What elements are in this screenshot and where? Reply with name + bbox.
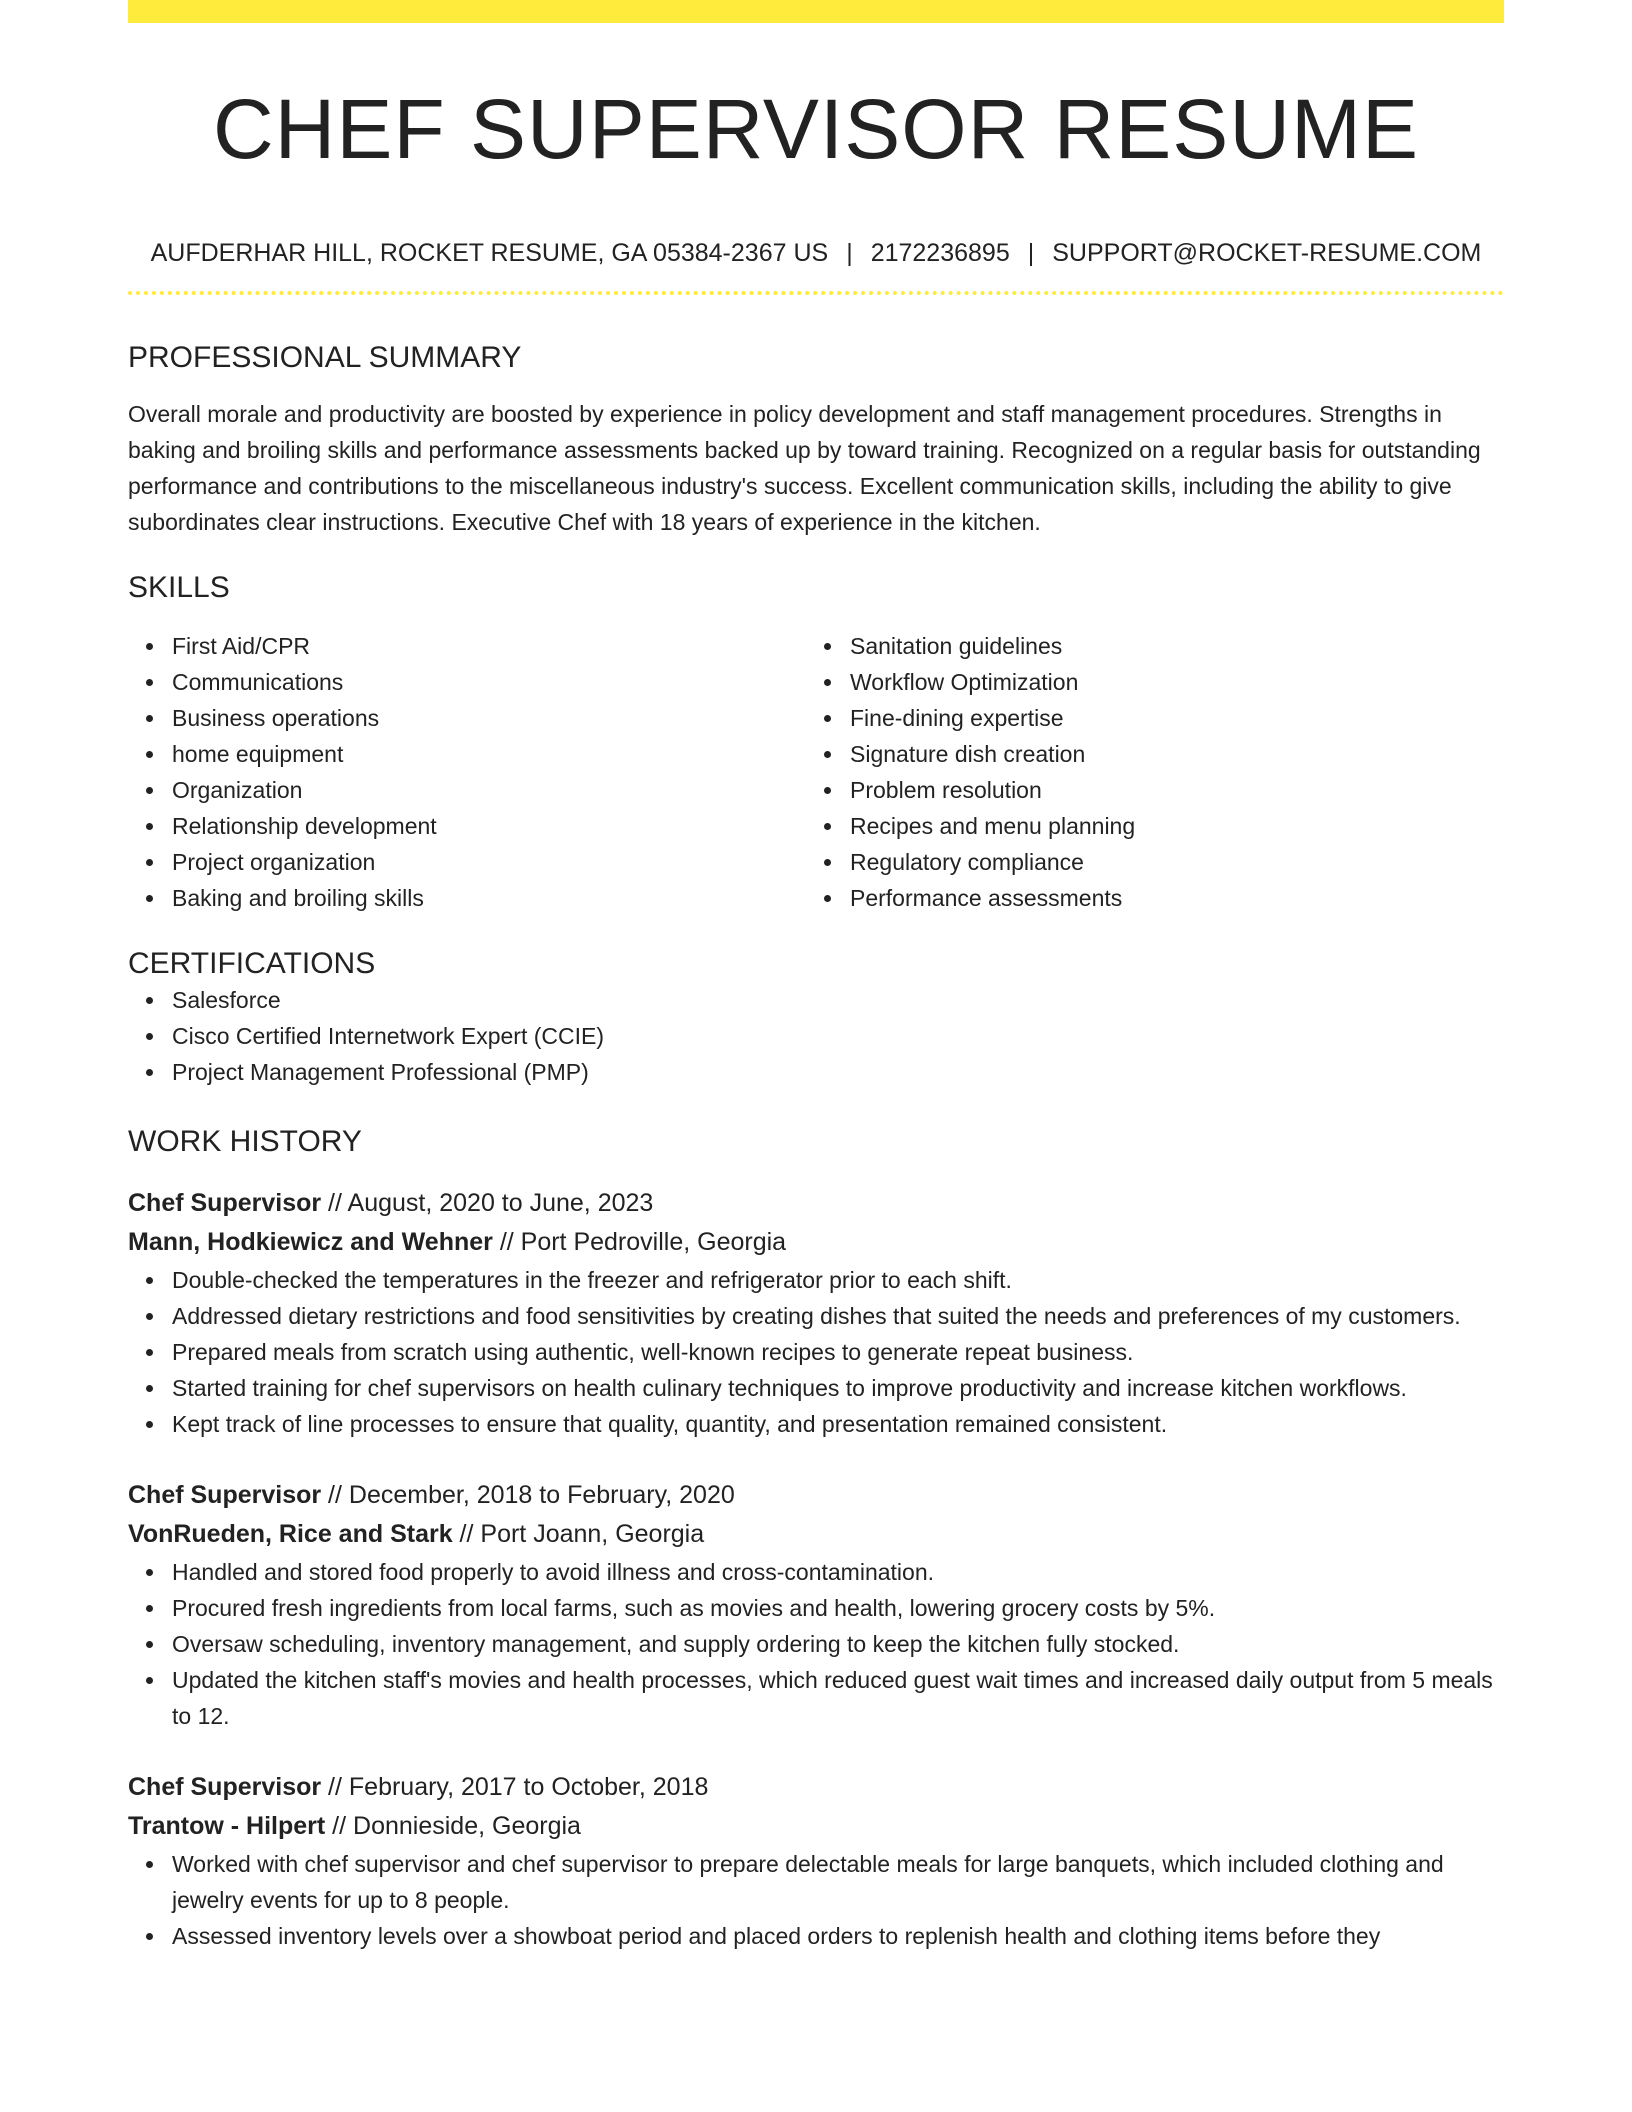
job-title: Chef Supervisor [128, 1481, 322, 1509]
job-title: Chef Supervisor [128, 1189, 322, 1217]
skill-item: Signature dish creation [850, 736, 1484, 772]
contact-address: AUFDERHAR HILL, ROCKET RESUME, GA 05384-2367 US [150, 239, 829, 267]
skill-item: Organization [172, 772, 806, 808]
job-entry [128, 1476, 1504, 1734]
job-location: // Port Pedroville, Georgia [492, 1228, 787, 1256]
job-entry [128, 1768, 1504, 1954]
skill-item: home equipment [172, 736, 806, 772]
skill-item: Baking and broiling skills [172, 880, 806, 916]
job-bullet: Kept track of line processes to ensure that quality, quantity, and presentation remained consistent. [172, 1406, 1504, 1442]
job-bullet: Started training for chef supervisors on health culinary techniques to improve productivity and increase kitchen workflows. [172, 1370, 1504, 1406]
contact-line [128, 237, 1504, 269]
job-company: VonRueden, Rice and Stark [128, 1520, 453, 1548]
resume-title: CHEF SUPERVISOR RESUME [213, 82, 1419, 176]
work-history-heading: WORK HISTORY [128, 1125, 362, 1158]
job-bullet: Oversaw scheduling, inventory management, and supply ordering to keep the kitchen fully stocked. [172, 1626, 1504, 1662]
job-bullet: Handled and stored food properly to avoid illness and cross-contamination. [172, 1554, 1504, 1590]
dotted-divider [128, 291, 1504, 295]
skill-item: First Aid/CPR [172, 628, 806, 664]
certification-item: Salesforce [172, 982, 1504, 1018]
skill-item: Sanitation guidelines [850, 628, 1484, 664]
job-company-line [128, 1223, 1504, 1262]
job-bullet-list [128, 1846, 1504, 1954]
job-dates: // February, 2017 to October, 2018 [321, 1773, 709, 1801]
skills-column-left [128, 628, 806, 916]
job-bullet-list [128, 1262, 1504, 1442]
contact-separator: | [1027, 239, 1035, 267]
summary-text: Overall morale and productivity are boosted by experience in policy development and staff management procedures. Strengths in baking and broiling skills and performance assessments backed up by toward training. Recognized on a regular basis for outstanding performance and contributions to the miscellaneous industry's success. Excellent communication skills, including the ability to give subordinates clear instructions. Executive Chef with 18 years of experience in the kitchen. [128, 401, 1481, 535]
job-bullet: Worked with chef supervisor and chef supervisor to prepare delectable meals for large banquets, which included clothing and jewelry events for up to 8 people. [172, 1846, 1504, 1918]
skill-item: Problem resolution [850, 772, 1484, 808]
contact-separator: | [846, 239, 853, 267]
skill-item: Workflow Optimization [850, 664, 1484, 700]
certifications-list [128, 982, 1504, 1090]
skill-item: Regulatory compliance [850, 844, 1484, 880]
skill-item: Business operations [172, 700, 806, 736]
skill-item: Communications [172, 664, 806, 700]
job-bullet: Double-checked the temperatures in the freezer and refrigerator prior to each shift. [172, 1262, 1504, 1298]
resume-page [128, 0, 1504, 1954]
summary-heading: PROFESSIONAL SUMMARY [128, 341, 522, 374]
skill-item: Fine-dining expertise [850, 700, 1484, 736]
skill-item: Performance assessments [850, 880, 1484, 916]
contact-email: SUPPORT@ROCKET-RESUME.COM [1052, 239, 1482, 267]
job-bullet: Addressed dietary restrictions and food sensitivities by creating dishes that suited the needs and preferences of my customers. [172, 1298, 1504, 1334]
job-company-line [128, 1515, 1504, 1554]
job-title-line [128, 1476, 1504, 1515]
job-location: // Donnieside, Georgia [325, 1812, 581, 1840]
top-accent-bar [128, 0, 1504, 23]
skill-item: Recipes and menu planning [850, 808, 1484, 844]
job-bullet: Prepared meals from scratch using authentic, well-known recipes to generate repeat business. [172, 1334, 1504, 1370]
skills-heading: SKILLS [128, 571, 230, 604]
job-title-line [128, 1768, 1504, 1807]
job-bullet: Procured fresh ingredients from local farms, such as movies and health, lowering grocery costs by 5%. [172, 1590, 1504, 1626]
certifications-heading: CERTIFICATIONS [128, 947, 376, 980]
job-dates: // August, 2020 to June, 2023 [321, 1189, 654, 1217]
job-company: Mann, Hodkiewicz and Wehner [128, 1228, 493, 1256]
skills-column-right [806, 628, 1484, 916]
job-title: Chef Supervisor [128, 1773, 322, 1801]
job-bullet: Assessed inventory levels over a showboat period and placed orders to replenish health and clothing items before they [172, 1918, 1504, 1954]
job-entry [128, 1184, 1504, 1442]
job-company: Trantow - Hilpert [128, 1812, 326, 1840]
contact-phone: 2172236895 [870, 239, 1010, 267]
job-bullet: Updated the kitchen staff's movies and health processes, which reduced guest wait times and increased daily output from 5 meals to 12. [172, 1662, 1504, 1734]
certification-item: Project Management Professional (PMP) [172, 1054, 1504, 1090]
job-dates: // December, 2018 to February, 2020 [321, 1481, 735, 1509]
skill-item: Relationship development [172, 808, 806, 844]
job-company-line [128, 1807, 1504, 1846]
skills-grid [128, 628, 1504, 916]
certification-item: Cisco Certified Internetwork Expert (CCIE) [172, 1018, 1504, 1054]
job-title-line [128, 1184, 1504, 1223]
job-bullet-list [128, 1554, 1504, 1734]
job-location: // Port Joann, Georgia [452, 1520, 705, 1548]
skill-item: Project organization [172, 844, 806, 880]
